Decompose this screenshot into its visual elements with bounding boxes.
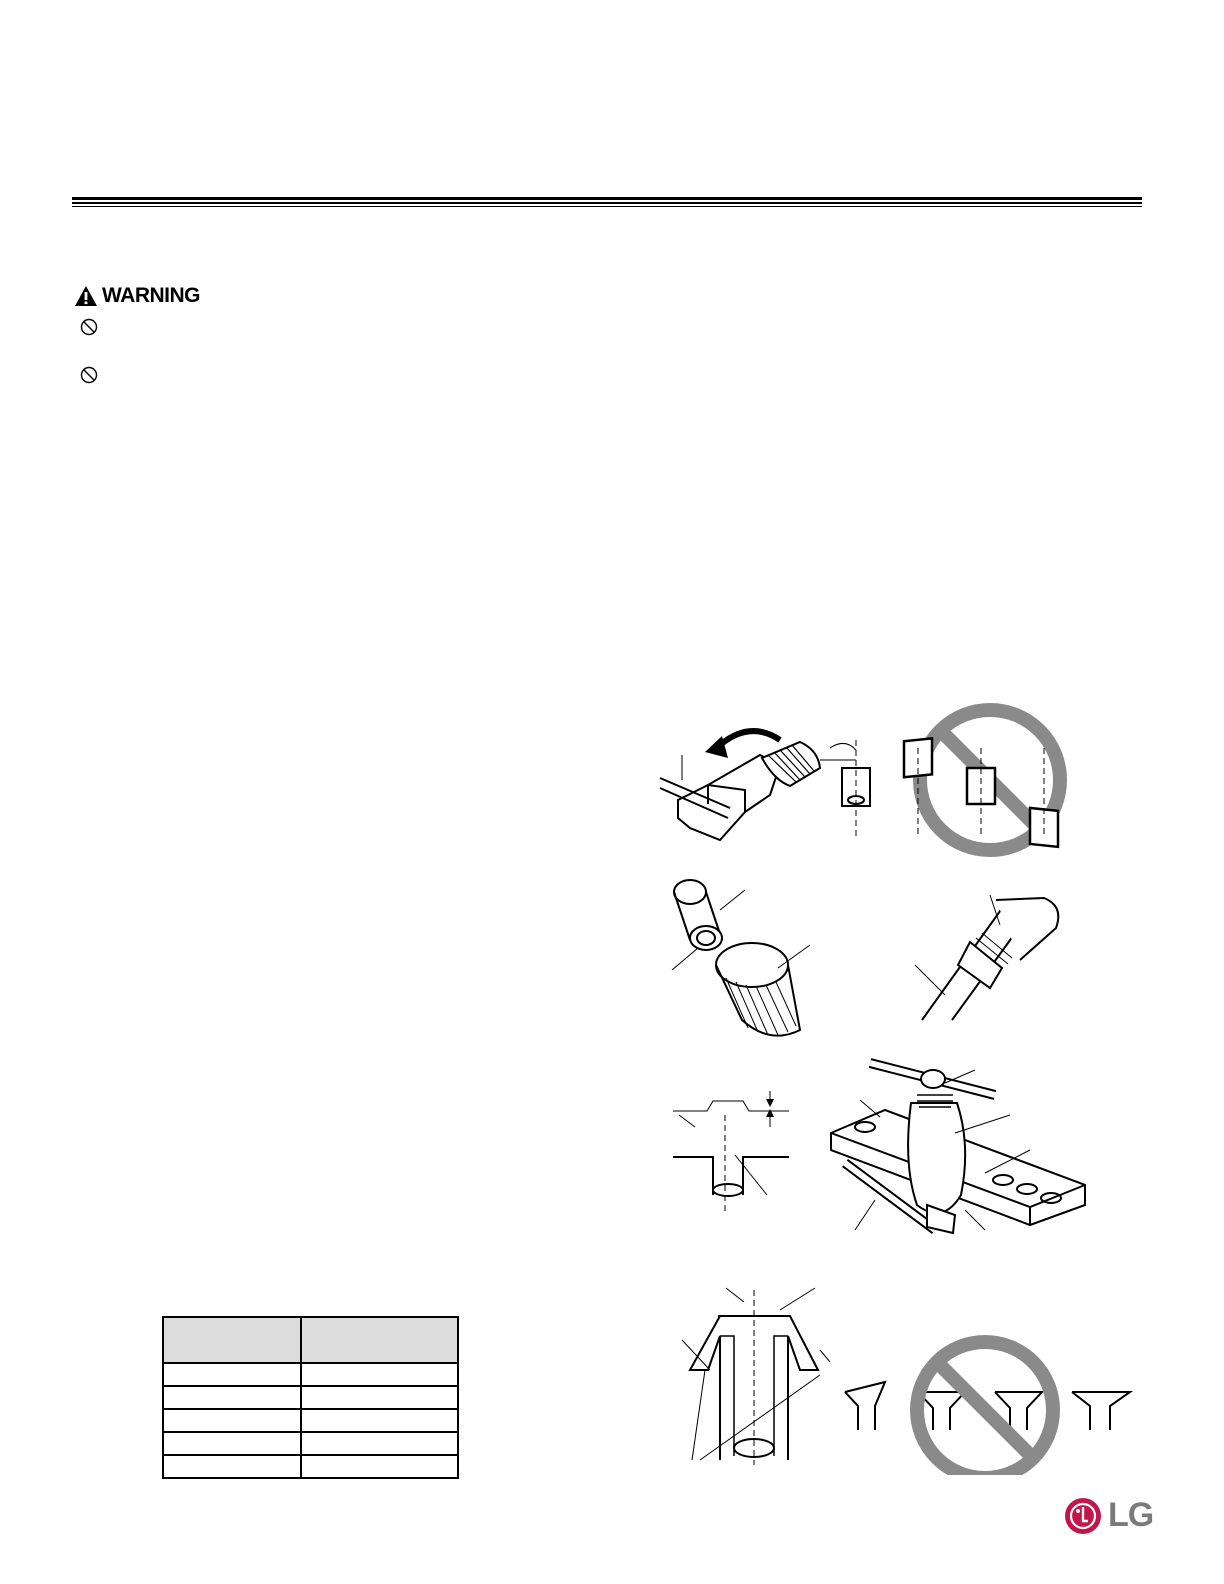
table-cell — [163, 1455, 301, 1478]
table-row — [163, 1409, 458, 1432]
pipe-cutting-illustration — [650, 700, 1090, 865]
table-cell — [163, 1386, 301, 1409]
table-header-cell — [301, 1317, 458, 1363]
prohibited-icon — [80, 318, 98, 336]
prohibited-icon — [80, 366, 98, 384]
table-cell — [163, 1409, 301, 1432]
flare-shape-illustration — [670, 1280, 1140, 1475]
table-header-row — [163, 1317, 458, 1363]
flaring-tool-illustration — [665, 1055, 1095, 1250]
table-cell — [301, 1363, 458, 1386]
pipe-reaming-illustration — [660, 870, 1090, 1050]
spec-table — [162, 1316, 459, 1479]
warning-label: WARNING — [102, 284, 200, 307]
header-rule-middle — [72, 202, 1142, 204]
table-header-cell — [163, 1317, 301, 1363]
lg-face-icon — [1064, 1497, 1102, 1535]
brand-name: LG — [1108, 1496, 1154, 1534]
header-rule-bottom — [72, 206, 1142, 207]
table-cell — [301, 1432, 458, 1455]
table-cell — [163, 1432, 301, 1455]
table-cell — [163, 1363, 301, 1386]
table-row — [163, 1363, 458, 1386]
table-row — [163, 1432, 458, 1455]
warning-triangle-icon — [74, 285, 98, 307]
warning-heading — [74, 284, 200, 308]
table-row — [163, 1455, 458, 1478]
table-cell — [301, 1386, 458, 1409]
lg-logo — [1064, 1496, 1153, 1535]
table-cell — [301, 1455, 458, 1478]
table-cell — [301, 1409, 458, 1432]
header-rule-top — [72, 197, 1142, 200]
table-row — [163, 1386, 458, 1409]
